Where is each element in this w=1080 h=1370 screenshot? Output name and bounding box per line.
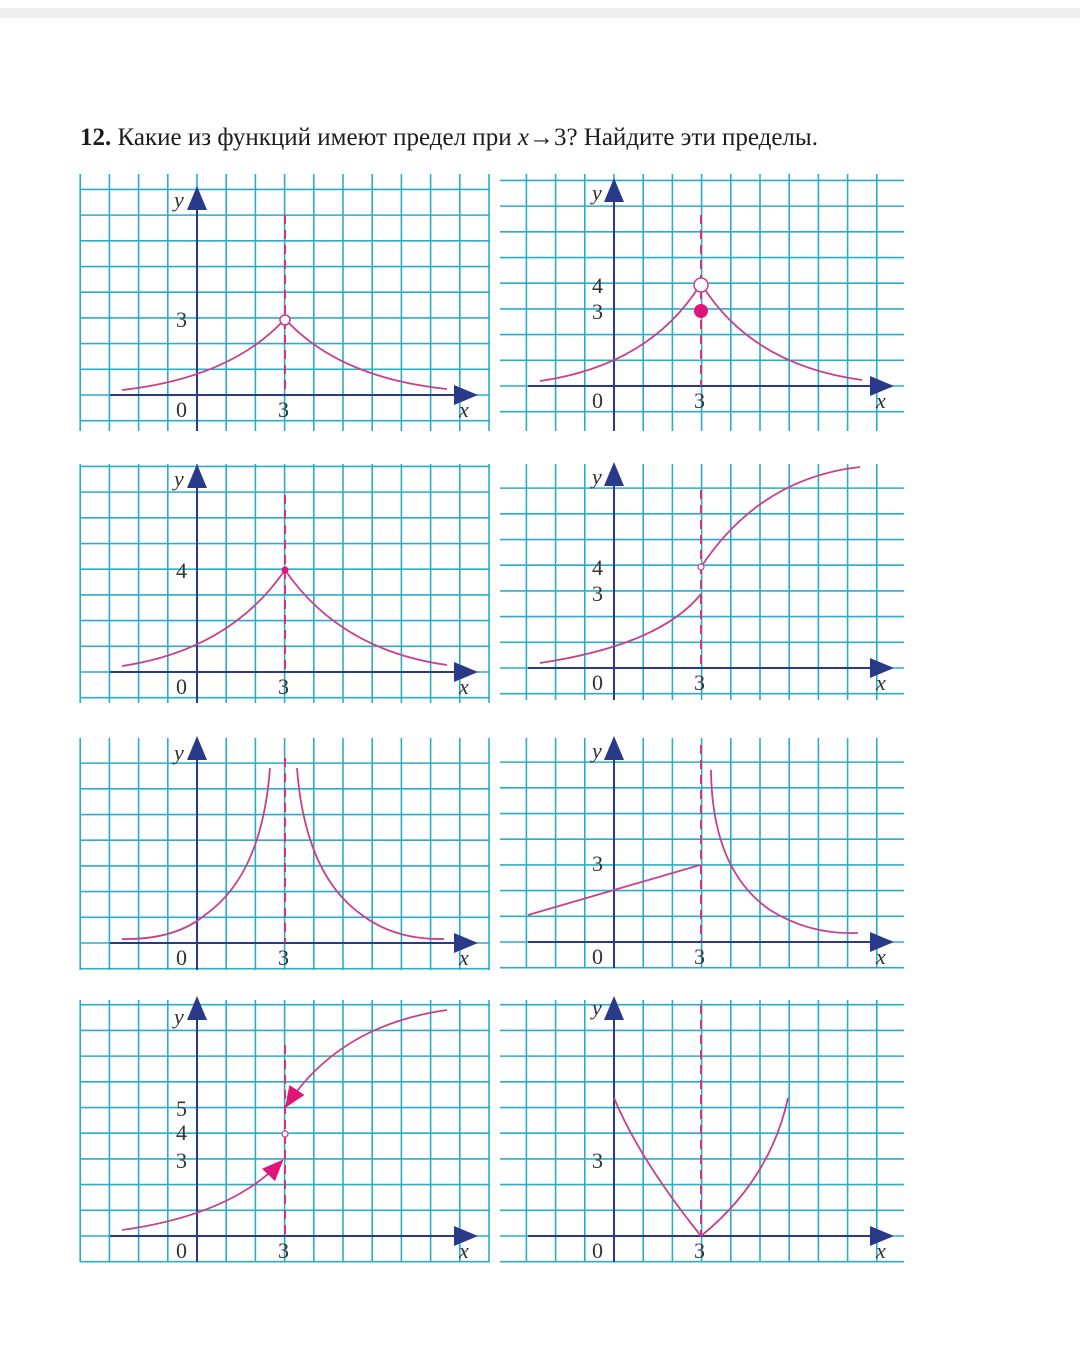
graph-6-y-tick-3: 3 <box>592 851 603 876</box>
graph-3-left-branch <box>122 570 285 666</box>
graph-1-x-mark: 3 <box>278 397 289 422</box>
graph-2-left-branch <box>540 285 700 381</box>
graph-3 <box>80 464 490 703</box>
graph-5-x-mark: 3 <box>278 945 289 970</box>
graph-6 <box>500 738 904 969</box>
graph-2-filled-point <box>694 304 708 318</box>
graph-1-right-branch <box>286 320 447 389</box>
graph-1-hollow-point <box>280 315 290 325</box>
graph-2-y-tick-4: 4 <box>592 273 603 298</box>
graph-8-x-label: x <box>876 1238 886 1263</box>
graph-4-left-branch <box>540 594 701 663</box>
graph-3-origin-label: 0 <box>176 674 187 699</box>
graph-4-right-branch <box>701 467 860 567</box>
graph-1-left-branch <box>122 320 284 390</box>
graph-3-y-label: y <box>174 466 184 491</box>
graph-3-right-branch <box>285 570 447 665</box>
graph-3-x-mark: 3 <box>278 674 289 699</box>
problem-variable: x <box>517 124 529 151</box>
graph-7-origin-label: 0 <box>176 1238 187 1263</box>
problem-tail: →3? Найдите эти пределы. <box>528 124 818 151</box>
graph-1-x-label: x <box>459 397 469 422</box>
graph-2-x-label: x <box>876 388 886 413</box>
graph-7-x-mark: 3 <box>278 1238 289 1263</box>
graph-3-filled-point <box>282 567 289 574</box>
graph-3-x-label: x <box>459 674 469 699</box>
graph-2-x-mark: 3 <box>694 388 705 413</box>
graph-6-x-label: x <box>876 944 886 969</box>
graph-8-left-branch <box>614 1098 701 1236</box>
graph-8-right-branch <box>701 1098 788 1236</box>
graph-6-y-label: y <box>592 738 602 763</box>
graph-7-right-branch <box>287 1010 447 1105</box>
graph-7-left-branch <box>122 1162 281 1230</box>
graph-8-y-label: y <box>592 995 602 1020</box>
graph-6-origin-label: 0 <box>592 944 603 969</box>
graph-2-origin-label: 0 <box>592 388 603 413</box>
graph-1-y-label: y <box>174 187 184 212</box>
graph-5-origin-label: 0 <box>176 945 187 970</box>
graph-4-y-tick-3: 3 <box>592 581 603 606</box>
graph-6-x-mark: 3 <box>694 944 705 969</box>
graph-8-x-mark: 3 <box>694 1238 705 1263</box>
graph-8-y-tick-3: 3 <box>592 1148 603 1173</box>
graph-7-x-label: x <box>459 1238 469 1263</box>
graph-4-hollow-point <box>698 564 704 570</box>
problem-number: 12. <box>80 124 112 151</box>
graph-5 <box>80 738 490 970</box>
graph-7-y-tick-3: 3 <box>176 1148 187 1173</box>
graph-2-right-branch <box>702 285 862 380</box>
graph-4-y-label: y <box>592 464 602 489</box>
graph-7-y-label: y <box>174 1004 184 1029</box>
graph-4 <box>500 464 904 700</box>
problem-text: Какие из функций имеют предел при <box>111 124 518 151</box>
graph-5-x-label: x <box>459 945 469 970</box>
graph-7 <box>80 1000 490 1263</box>
graph-4-x-label: x <box>876 670 886 695</box>
graph-2-hollow-point <box>694 278 708 292</box>
graph-8-origin-label: 0 <box>592 1238 603 1263</box>
graph-7-y-tick-4: 4 <box>176 1120 187 1145</box>
graph-4-x-mark: 3 <box>694 670 705 695</box>
graph-5-y-label: y <box>174 740 184 765</box>
graph-2-y-tick-3: 3 <box>592 299 603 324</box>
graph-7-hollow-point <box>282 1131 288 1137</box>
graph-8 <box>500 995 904 1263</box>
graph-6-right-branch <box>711 770 858 933</box>
graph-7-y-tick-5: 5 <box>176 1096 187 1121</box>
graph-1-grid <box>80 174 490 431</box>
graph-4-origin-label: 0 <box>592 670 603 695</box>
graph-1 <box>80 174 490 431</box>
graph-2 <box>500 174 904 431</box>
graph-5-right-branch <box>297 768 444 939</box>
graph-4-y-tick-4: 4 <box>592 555 603 580</box>
graph-3-y-tick-4: 4 <box>176 558 187 583</box>
graph-1-origin-label: 0 <box>176 397 187 422</box>
graph-1-y-tick-3: 3 <box>176 307 187 332</box>
graph-2-y-label: y <box>592 180 602 205</box>
